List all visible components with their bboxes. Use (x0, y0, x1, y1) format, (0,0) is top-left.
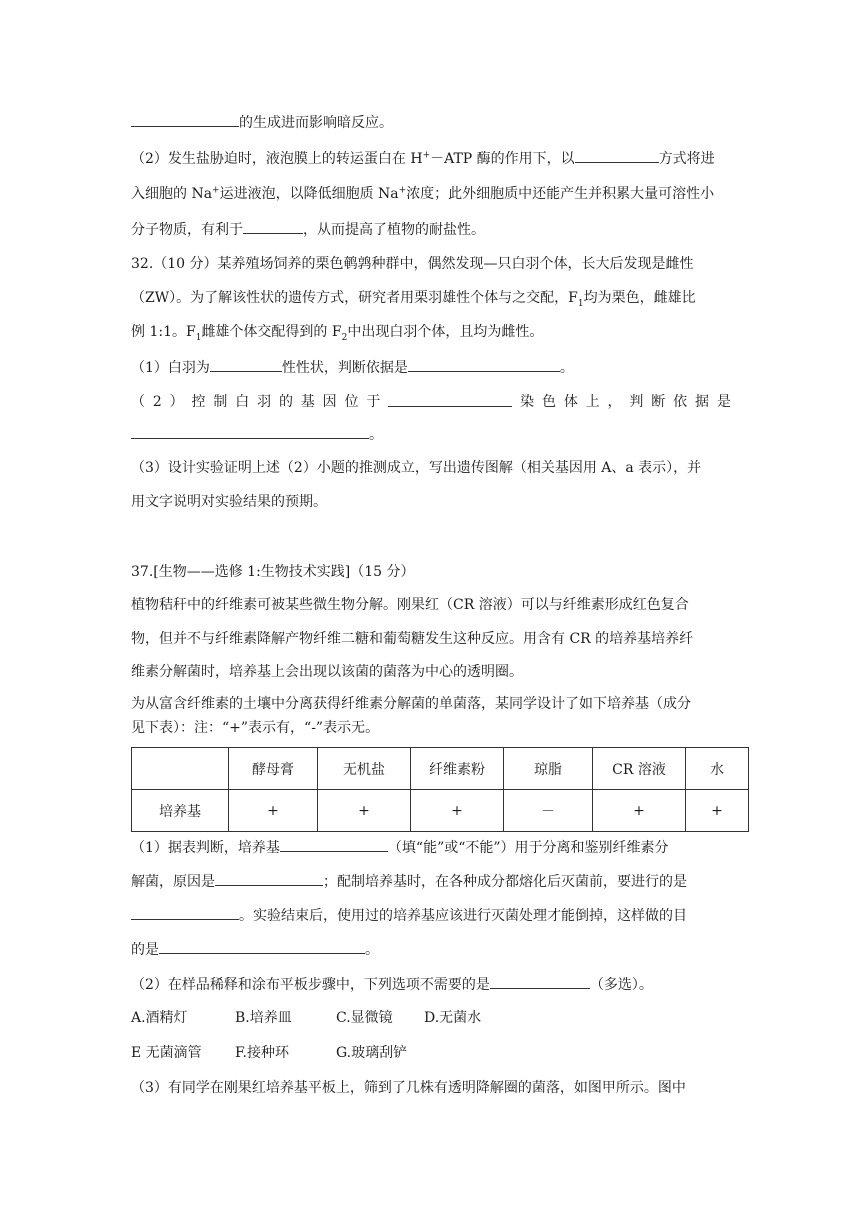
text-span: ；配制培养基时，在各种成分都熔化后灭菌前，要进行的是 (323, 874, 687, 890)
text-span: 植物秸秆中的纤维素可被某些微生物分解。刚果红（CR 溶液）可以与纤维素形成红色复合 (131, 597, 689, 613)
subscript: 1 (577, 298, 584, 309)
text-line (131, 254, 694, 274)
text-span: （2）发生盐胁迫时，液泡膜上的转运蛋白在 H (131, 151, 423, 167)
text-span: 浓度；此外细胞质中还能产生并积累大量可溶性小 (406, 186, 715, 202)
answer-blank (408, 357, 560, 372)
text-span: 见下表）：注：“+”表示有，“-”表示无。 (131, 720, 380, 736)
text-char: 的 (278, 394, 293, 410)
text-span: 雌雄个体交配得到的 F (201, 324, 342, 340)
text-char: 2 (152, 394, 162, 410)
text-line (131, 718, 379, 738)
option-item: C.显微镜 (336, 1010, 393, 1026)
text-char: 位 (344, 394, 359, 410)
text-span: （3）有同学在刚果红培养基平板上，筛到了几株有透明降解圈的菌落，如图甲所示。图中 (131, 1080, 686, 1096)
option-item: E 无菌滴管 (131, 1045, 202, 1061)
answer-blank (131, 905, 239, 920)
answer-blank (131, 112, 239, 127)
text-line (131, 974, 653, 995)
text-char: 因 (322, 394, 337, 410)
text-char: 依 (673, 394, 688, 410)
answer-blank (131, 424, 369, 439)
text-line (131, 288, 696, 308)
text-char: 控 (191, 394, 206, 410)
answer-blank (575, 148, 659, 163)
option-item: F.接种环 (235, 1045, 289, 1061)
text-span: 32.（10 分）某养殖场饲养的栗色鹌鹑种群中，偶然发现—只白羽个体，长大后发现是雌性 (131, 256, 694, 272)
answer-blank (490, 974, 590, 989)
table-cell: + (686, 790, 749, 832)
text-span: 运进液泡，以降低细胞质 Na (219, 186, 399, 202)
table-cell: + (229, 790, 318, 832)
text-line (131, 562, 415, 582)
answer-blank (159, 939, 365, 954)
text-line (131, 148, 715, 169)
table-cell: + (593, 790, 686, 832)
text-span: 性性状，判断依据是 (281, 360, 408, 376)
text-char: 基 (300, 394, 315, 410)
answer-blank (280, 837, 388, 852)
text-span: 解菌，原因是 (131, 874, 215, 890)
text-char: 体 (563, 394, 578, 410)
table-cell: － (504, 790, 593, 832)
text-span: （1）白羽为 (131, 360, 210, 376)
table-cell: + (411, 790, 504, 832)
text-span: （填“能”或“不能”）用于分离和鉴别纤维素分 (387, 840, 669, 856)
text-char: 据 (694, 394, 709, 410)
text-span: 用文字说明对实验结果的预期。 (131, 494, 327, 510)
text-char: 判 (629, 394, 644, 410)
text-line (131, 629, 693, 649)
table-header-cell: 无机盐 (318, 748, 411, 790)
text-char: ， (607, 394, 622, 410)
text-char: （ (131, 394, 145, 410)
option-item: D.无菌水 (424, 1010, 482, 1026)
table-row-label: 培养基 (132, 790, 229, 832)
text-span: 均为栗色，雌雄比 (583, 290, 696, 306)
text-char: 断 (651, 394, 666, 410)
section-title: 37.[生物——选修 1:生物技术实践]（15 分） (131, 564, 415, 580)
text-line (131, 219, 485, 240)
text-line (131, 837, 669, 858)
text-char: 白 (235, 394, 250, 410)
text-span: （1）据表判断，培养基 (131, 840, 280, 856)
text-span: 。实验结束后，使用过的培养基应该进行灭菌处理才能倒掉，这样做的目 (239, 908, 687, 924)
medium-table (131, 747, 749, 832)
text-span: 中出现白羽个体，且均为雌性。 (347, 324, 544, 340)
table-header-cell: 纤维素粉 (411, 748, 504, 790)
text-char: 是 (716, 394, 731, 410)
text-char: 上 (585, 394, 600, 410)
answer-blank (215, 871, 323, 886)
text-line (131, 662, 523, 682)
option-item: B.培养皿 (235, 1010, 292, 1026)
text-span: 的生成进而影响暗反应。 (239, 115, 393, 131)
table-header-cell: 琼脂 (504, 748, 593, 790)
text-span: 方式将进 (658, 151, 715, 167)
text-span: （3）设计实验证明上述（2）小题的推测成立，写出遗传图解（相关基因用 A、a 表示），并 (131, 460, 702, 476)
option-item: A.酒精灯 (131, 1010, 188, 1026)
text-line-justified (131, 392, 731, 412)
superscript: + (212, 185, 220, 196)
text-char: 色 (541, 394, 556, 410)
table-header-cell: 酵母膏 (229, 748, 318, 790)
text-char: 羽 (257, 394, 272, 410)
table-row (132, 790, 749, 832)
answer-blank (210, 357, 282, 372)
subscript: 1 (195, 332, 202, 343)
text-span: 例 1:1。F (131, 324, 196, 340)
options-line (131, 1043, 407, 1063)
text-span: （多选）。 (589, 977, 653, 993)
text-span: －ATP 酶的作用下，以 (430, 151, 575, 167)
text-line (131, 357, 574, 378)
table-cell: + (318, 790, 411, 832)
text-line (131, 939, 379, 960)
text-line (131, 1078, 686, 1098)
options-line (131, 1008, 481, 1028)
answer-blank (388, 392, 512, 407)
answer-blank (243, 219, 303, 234)
table-header-cell: 水 (686, 748, 749, 790)
text-line (131, 694, 691, 714)
text-span: 分子物质，有利于 (131, 222, 243, 238)
text-char: 染 (520, 394, 535, 410)
text-span: 。 (369, 427, 383, 443)
text-span: （2）在样品稀释和涂布平板步骤中，下列选项不需要的是 (131, 977, 490, 993)
text-span: （ZW）。为了解该性状的遗传方式，研究者用栗羽雄性个体与之交配，F (131, 290, 578, 306)
text-span: 为从富含纤维素的土壤中分离获得纤维素分解菌的单菌落，某同学设计了如下培养基（成分 (131, 696, 691, 712)
option-item: G.玻璃刮铲 (336, 1045, 408, 1061)
text-span: 的是 (131, 942, 159, 958)
text-span: ，从而提高了植物的耐盐性。 (303, 222, 485, 238)
superscript: + (422, 150, 431, 161)
text-char: ） (169, 394, 184, 410)
table-header-row (132, 748, 749, 790)
text-span: 入细胞的 Na (131, 186, 213, 202)
text-line (131, 595, 689, 615)
text-char: 制 (213, 394, 228, 410)
text-line (131, 112, 393, 133)
text-line (131, 492, 327, 512)
text-span: 。 (365, 942, 379, 958)
text-char: 于 (366, 394, 381, 410)
superscript: + (398, 185, 407, 196)
text-line (131, 424, 383, 445)
text-line (131, 184, 714, 204)
subscript: 2 (341, 332, 348, 343)
text-line (131, 322, 543, 342)
text-span: 物，但并不与纤维素降解产物纤维二糖和葡萄糖发生这种反应。用含有 CR 的培养基培养纤 (131, 631, 694, 647)
text-line (131, 458, 701, 478)
table-header-cell: CR 溶液 (593, 748, 686, 790)
text-span: 维素分解菌时，培养基上会出现以该菌的菌落为中心的透明圈。 (131, 664, 523, 680)
text-line (131, 871, 687, 892)
text-span: 。 (559, 360, 574, 376)
table-header-cell (132, 748, 229, 790)
text-line (131, 905, 687, 926)
